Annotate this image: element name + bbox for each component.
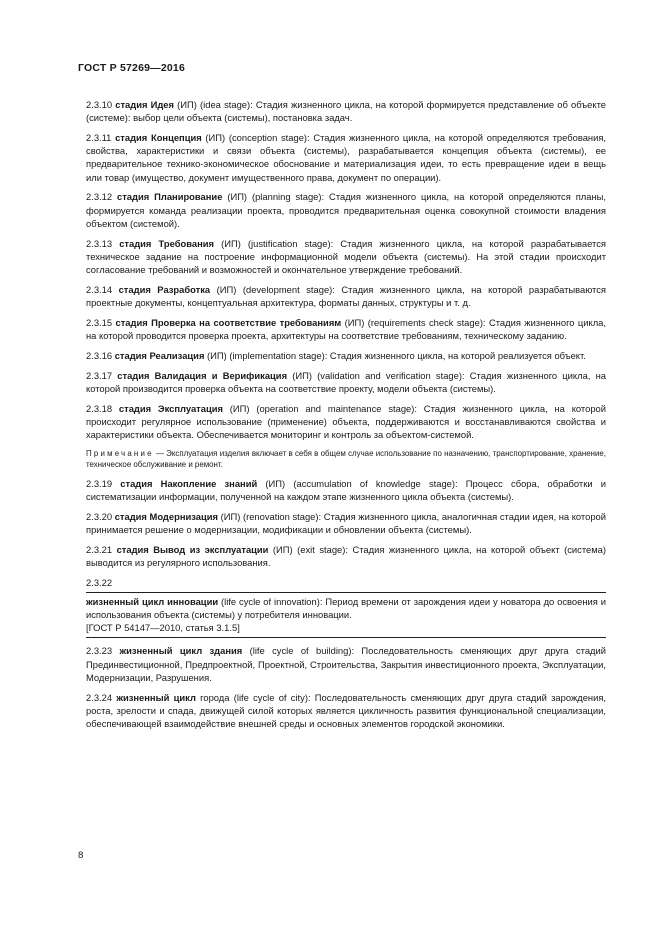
entry-definition: (ИП) (idea stage): Стадия жизненного цикла, на которой формируется представление об объекте (системе): выбор цели объекта (системы), постановка задач. <box>86 99 606 124</box>
entry-term: стадия Модернизация <box>114 510 218 522</box>
entry-term: стадия Накопление знаний <box>120 477 258 489</box>
term-entry-2-3-18 <box>86 402 606 442</box>
entry-number: 2.3.11 <box>86 132 112 143</box>
entry-definition: (ИП) (validation and verification stage): Стадия жизненного цикла, на которой производится проверка объекта на соответствие проекту, модели объекта (системы). <box>86 369 606 394</box>
entry-term: стадия Проверка на соответствие требованиям <box>115 316 342 328</box>
entry-definition: (ИП) (renovation stage): Стадия жизненного цикла, аналогичная стадии идея, на которой принимается решение о модернизации, модификации и обновлении объекта (системы). <box>86 510 606 535</box>
terms-content <box>86 98 606 737</box>
term-entry-2-3-21 <box>86 543 606 569</box>
entry-number: 2.3.21 <box>86 543 113 555</box>
entry-term: стадия Разработка <box>118 283 211 295</box>
term-entry-2-3-12 <box>86 190 606 230</box>
entry-number: 2.3.18 <box>86 402 113 414</box>
entry-number: 2.3.19 <box>86 477 113 489</box>
entry-term: стадия Идея <box>115 99 174 110</box>
term-entry-2-3-22-number: 2.3.22 <box>86 576 113 588</box>
term-entry-2-3-23 <box>86 644 606 684</box>
term-entry-2-3-11 <box>86 131 606 184</box>
entry-definition: (ИП) (exit stage): Стадия жизненного цикла, на которой объект (система) выводится из регулярного использования. <box>86 543 607 568</box>
entry-term: стадия Вывод из эксплуатации <box>116 543 269 555</box>
entry-number: 2.3.15 <box>86 316 113 328</box>
entry-definition: (life cycle of city): Последовательность сменяющих друг друга стадий зарождения, роста, зрелости и спада, движущей силой которых является цикличность развития функциональной специализации, обеспечивающей взаимодействие внешней среды и основных элементов городской экономики. <box>86 691 607 730</box>
entry-term: жизненный цикл инновации <box>86 595 219 607</box>
page-number: 8 <box>78 850 84 861</box>
entry-number: 2.3.16 <box>86 349 113 361</box>
entry-number: 2.3.12 <box>86 191 113 203</box>
entry-definition: (life cycle of building): Последовательность сменяющих друг друга стадий Прединвестиционной, Предпроектной, Проектной, Строительства, Закрытия инвестиционного проекта, Эксплуатации, Модернизации, Разрушения. <box>86 645 606 683</box>
entry-definition: (ИП) (operation and maintenance stage): Стадия жизненного цикла, на которой происходит регулярное использование (применение) объекта, поддерживаются и восстанавливаются свойства и характеристики объекта. Обеспечивается мониторинг и контроль за объектом-системой. <box>86 402 606 441</box>
entry-term: стадия Валидация и Верификация <box>117 369 288 381</box>
note-text: — Эксплуатация изделия включает в себя в общем случае использование по назначению, транспортирование, хранение, техническое обслуживание и ремонт. <box>86 448 606 470</box>
entry-definition: (ИП) (accumulation of knowledge stage): Процесс сбора, обработки и систематизации информации, полученной на каждом этапе жизненного цикла объекта (системы). <box>86 477 606 502</box>
term-entry-2-3-22 <box>86 595 606 621</box>
entry-term: стадия Планирование <box>117 191 223 203</box>
entry-source-reference: [ГОСТ Р 54147—2010, статья 3.1.5] <box>86 622 240 634</box>
term-entry-2-3-13 <box>86 237 606 277</box>
entry-definition: (ИП) (implementation stage): Стадия жизненного цикла, на которой реализуется объект. <box>204 349 586 361</box>
entry-number: 2.3.23 <box>86 645 113 657</box>
term-entry-2-3-14 <box>86 283 606 309</box>
term-entry-2-3-10 <box>86 98 606 124</box>
entry-term: жизненный цикл <box>116 691 196 703</box>
term-entry-2-3-20 <box>86 510 606 536</box>
entry-definition: (ИП) (conception stage): Стадия жизненного цикла, на которой определяются требования, свойства, характеристики и связи объекта (системы), разрабатывается концепция объекта (системы), ее предварительное технико-экономическое обоснование и материализация идеи, то есть превращение идеи в вещь или товар (имущество, документ имущественного права, документ по операции). <box>86 132 607 183</box>
entry-number: 2.3.24 <box>86 691 113 703</box>
entry-definition: (life cycle of innovation): Период времени от зарождения идеи у новатора до освоения и использования объекта (системы) у потребителя инновации. <box>86 595 606 621</box>
term-entry-2-3-16 <box>86 349 606 362</box>
entry-term: стадия Концепция <box>115 132 202 143</box>
term-entry-2-3-15 <box>86 316 606 342</box>
entry-term: стадия Реализация <box>114 349 205 361</box>
entry-term: жизненный цикл здания <box>119 645 243 657</box>
entry-definition: (ИП) (planning stage): Стадия жизненного цикла, на которой определяются планы, формируется команда реализации проекта, проводится предварительная оценка совокупной стоимости владения объектом (системой). <box>86 191 606 229</box>
entry-term: стадия Требования <box>119 237 214 249</box>
entry-term: стадия Эксплуатация <box>118 402 223 414</box>
note <box>86 448 606 471</box>
term-entry-2-3-22-box <box>86 592 606 639</box>
entry-term-rest: города <box>195 691 230 703</box>
note-label: Примечание <box>86 448 154 458</box>
page-header-standard-number: ГОСТ Р 57269—2016 <box>78 62 186 74</box>
entry-number: 2.3.20 <box>86 510 113 522</box>
entry-definition: (ИП) (requirements check stage): Стадия жизненного цикла, на которой проводится проверка проекта, архитектуры на соответствие требованиям, техническому заданию. <box>86 316 606 342</box>
entry-definition: (ИП) (development stage): Стадия жизненного цикла, на которой разрабатываются проектные документы, концептуальная архитектура, форматы данных, структуры и т. д. <box>86 283 606 309</box>
entry-number: 2.3.13 <box>86 237 113 249</box>
term-entry-2-3-24 <box>86 691 606 731</box>
entry-number: 2.3.10 <box>86 99 113 110</box>
term-entry-2-3-19 <box>86 477 606 503</box>
term-entry-2-3-17 <box>86 369 606 395</box>
entry-number: 2.3.17 <box>86 369 113 381</box>
entry-definition: (ИП) (justification stage): Стадия жизненного цикла, на которой разрабатывается техническое задание на построение информационной модели объекта (системы). На этой стадии происходит согласование требований и возможностей и окончательное утверждение требований. <box>86 237 607 276</box>
entry-number: 2.3.14 <box>86 283 113 295</box>
